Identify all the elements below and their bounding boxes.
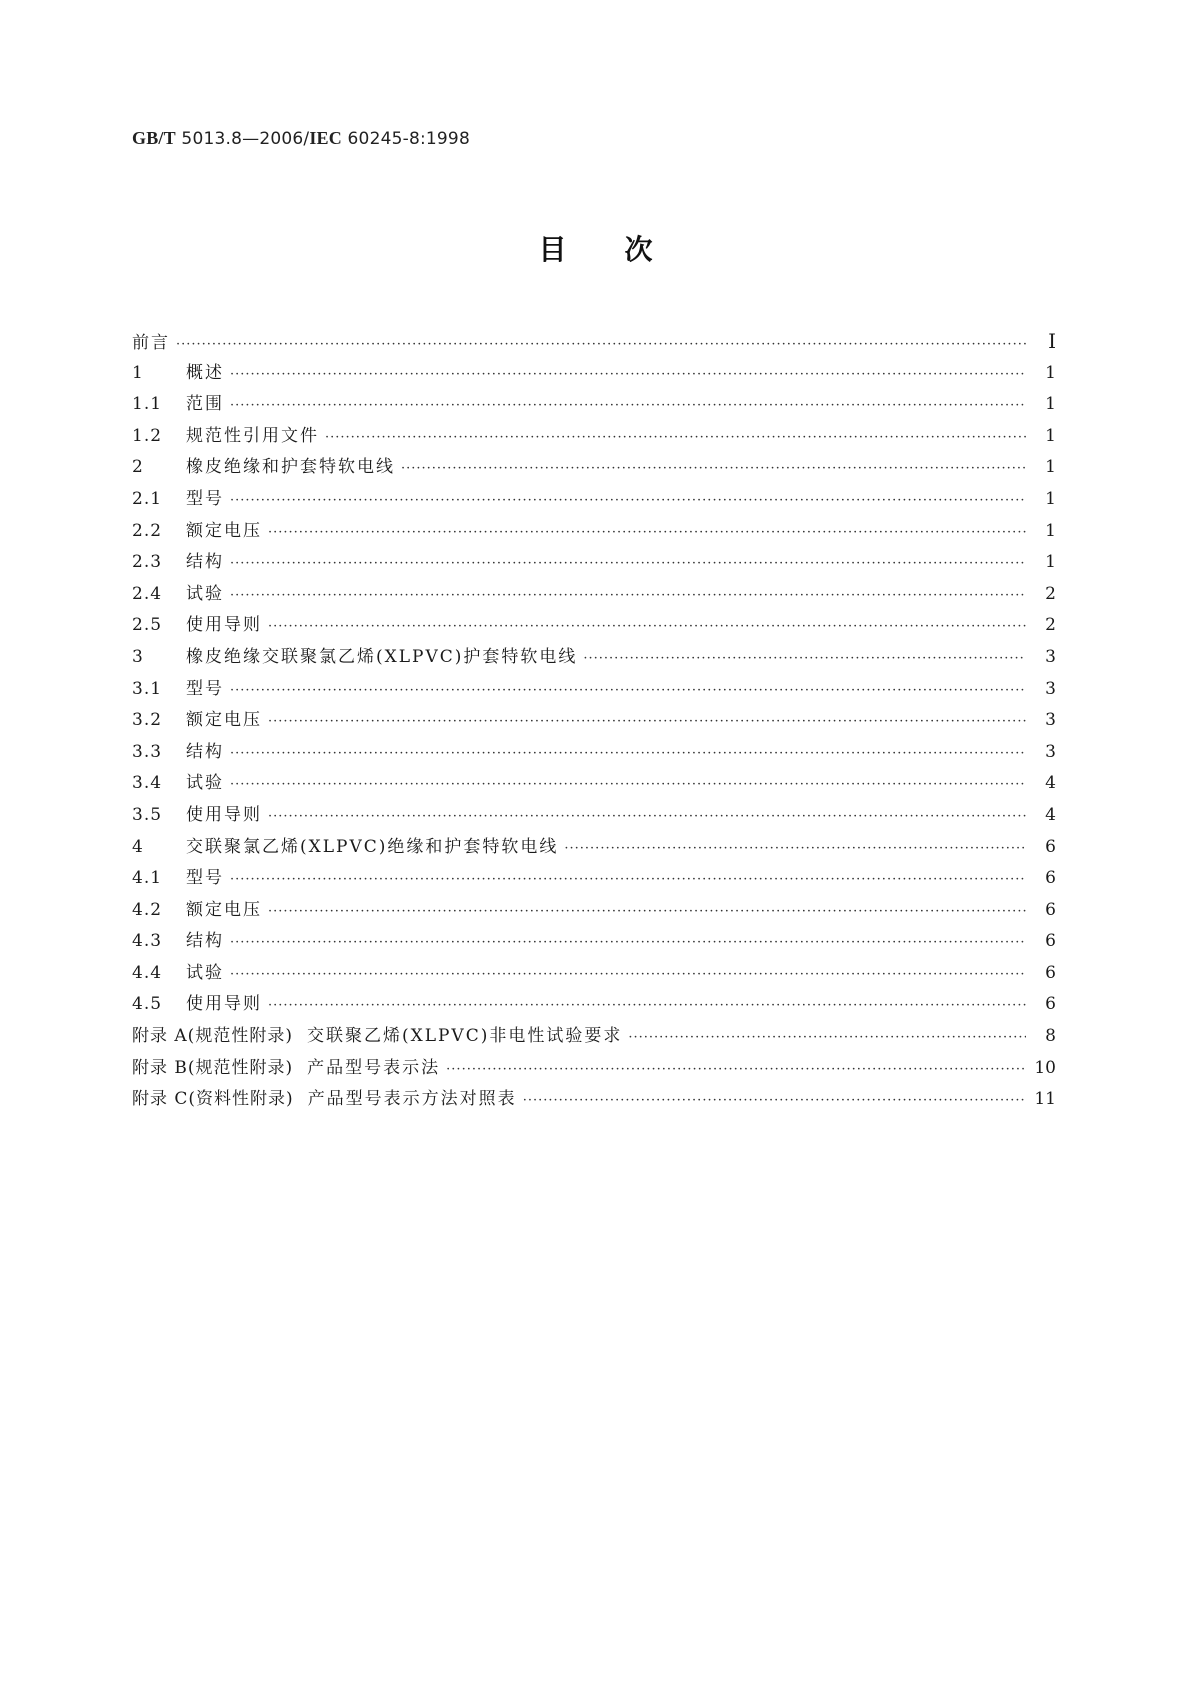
toc-entry-number: 4.1 xyxy=(132,868,163,889)
toc-entry-page: 6 xyxy=(1045,962,1056,983)
toc-dot-leader xyxy=(268,896,1026,928)
toc-entry-page: 3 xyxy=(1045,646,1056,667)
toc-entry[interactable] xyxy=(132,579,1056,611)
toc-entry-page: 6 xyxy=(1045,868,1056,889)
toc-entry-page: 4 xyxy=(1045,773,1056,794)
iec-code: 60245-8:1998 xyxy=(341,129,470,149)
toc-entry-number: 3.3 xyxy=(132,741,163,762)
standard-code: 5013.8—2006/ xyxy=(175,129,310,149)
toc-entry-title: 产品型号表示方法对照表 xyxy=(307,1089,517,1110)
toc-entry-title: 结构 xyxy=(186,931,224,952)
toc-entry[interactable] xyxy=(132,989,1056,1021)
toc-entry-page: 1 xyxy=(1045,362,1056,383)
toc-entry-title: 概述 xyxy=(186,362,224,383)
toc-entry-page: 3 xyxy=(1045,741,1056,762)
toc-entry-title: 使用导则 xyxy=(186,994,262,1015)
toc-dot-leader xyxy=(446,1054,1026,1086)
toc-entry-number: 2 xyxy=(132,457,144,478)
toc-entry-title: 型号 xyxy=(186,678,224,699)
toc-dot-leader xyxy=(268,611,1026,643)
toc-entry-number: 附录 C(资料性附录) xyxy=(132,1089,294,1110)
toc-dot-leader xyxy=(268,801,1026,833)
toc-entry-number: 附录 B(规范性附录) xyxy=(132,1057,294,1078)
toc-entry-page: 6 xyxy=(1045,899,1056,920)
toc-entry-title: 使用导则 xyxy=(186,804,262,825)
toc-entry-number: 2.1 xyxy=(132,488,163,509)
toc-dot-leader xyxy=(230,580,1026,612)
toc-entry-number: 4.2 xyxy=(132,899,163,920)
toc-dot-leader xyxy=(564,833,1026,865)
toc-entry-page: 1 xyxy=(1045,425,1056,446)
toc-entry[interactable] xyxy=(132,926,1056,958)
toc-entry[interactable] xyxy=(132,800,1056,832)
toc-entry-page: 10 xyxy=(1034,1057,1056,1078)
toc-entry[interactable] xyxy=(132,895,1056,927)
toc-dot-leader xyxy=(230,548,1026,580)
toc-entry-number: 1.1 xyxy=(132,394,163,415)
toc-entry-page: 6 xyxy=(1045,994,1056,1015)
toc-entry[interactable] xyxy=(132,610,1056,642)
toc-entry[interactable] xyxy=(132,421,1056,453)
toc-entry-title: 产品型号表示法 xyxy=(307,1057,441,1078)
toc-entry[interactable] xyxy=(132,326,1056,358)
toc-entry[interactable] xyxy=(132,389,1056,421)
toc-entry[interactable] xyxy=(132,547,1056,579)
toc-entry-page: 1 xyxy=(1045,394,1056,415)
toc-entry[interactable] xyxy=(132,1021,1056,1053)
toc-dot-leader xyxy=(268,706,1026,738)
toc-entry-title: 规范性引用文件 xyxy=(186,425,319,446)
toc-entry-number: 4.5 xyxy=(132,994,163,1015)
toc-entry[interactable] xyxy=(132,737,1056,769)
toc-entry-title: 型号 xyxy=(186,868,224,889)
toc-entry-number: 3.4 xyxy=(132,773,163,794)
toc-entry-number: 4 xyxy=(132,836,144,857)
toc-entry[interactable] xyxy=(132,358,1056,390)
toc-dot-leader xyxy=(523,1085,1026,1117)
standard-prefix: GB/T xyxy=(132,128,176,148)
toc-entry-number: 4.3 xyxy=(132,931,163,952)
toc-entry-title: 结构 xyxy=(186,552,224,573)
toc-entry-page: 3 xyxy=(1045,678,1056,699)
toc-entry-title: 橡皮绝缘和护套特软电线 xyxy=(186,457,395,478)
toc-entry-number: 附录 A(规范性附录) xyxy=(132,1026,293,1047)
toc-entry[interactable] xyxy=(132,863,1056,895)
toc-entry-title: 结构 xyxy=(186,741,224,762)
toc-entry-page: 2 xyxy=(1045,615,1056,636)
table-of-contents xyxy=(132,326,1056,1116)
toc-entry-title: 额定电压 xyxy=(186,520,262,541)
toc-entry-title: 交联聚氯乙烯(XLPVC)绝缘和护套特软电线 xyxy=(186,836,559,857)
toc-dot-leader xyxy=(230,485,1026,517)
toc-entry-page: 1 xyxy=(1045,457,1056,478)
toc-dot-leader xyxy=(401,453,1026,485)
toc-entry-page: I xyxy=(1048,329,1056,353)
toc-entry-number: 2.5 xyxy=(132,615,163,636)
toc-dot-leader xyxy=(230,738,1026,770)
toc-dot-leader xyxy=(583,643,1026,675)
toc-entry-title: 额定电压 xyxy=(186,899,262,920)
toc-entry-number: 2.3 xyxy=(132,552,163,573)
toc-entry[interactable] xyxy=(132,674,1056,706)
toc-dot-leader xyxy=(176,329,1026,361)
standard-number xyxy=(132,128,470,149)
toc-entry-title: 前言 xyxy=(132,333,170,353)
page-title: 目次 xyxy=(538,233,711,266)
toc-dot-leader xyxy=(268,990,1026,1022)
toc-dot-leader xyxy=(268,517,1026,549)
toc-entry-page: 1 xyxy=(1045,488,1056,509)
toc-entry[interactable] xyxy=(132,516,1056,548)
toc-entry-title: 交联聚乙烯(XLPVC)非电性试验要求 xyxy=(306,1026,623,1047)
toc-entry[interactable] xyxy=(132,642,1056,674)
toc-entry-number: 2.2 xyxy=(132,520,163,541)
toc-entry-page: 6 xyxy=(1045,836,1056,857)
toc-entry-title: 试验 xyxy=(186,773,224,794)
toc-entry-title: 型号 xyxy=(186,488,224,509)
toc-entry[interactable] xyxy=(132,484,1056,516)
toc-entry-number: 3.5 xyxy=(132,804,163,825)
toc-entry-title: 范围 xyxy=(186,394,224,415)
toc-dot-leader xyxy=(230,959,1026,991)
toc-entry-page: 1 xyxy=(1045,552,1056,573)
toc-entry-number: 2.4 xyxy=(132,583,163,604)
toc-entry-number: 3.2 xyxy=(132,710,163,731)
toc-entry-number: 4.4 xyxy=(132,962,163,983)
toc-dot-leader xyxy=(230,864,1026,896)
toc-entry-title: 试验 xyxy=(186,583,224,604)
toc-entry-title: 额定电压 xyxy=(186,710,262,731)
toc-entry-page: 6 xyxy=(1045,931,1056,952)
toc-dot-leader xyxy=(230,390,1026,422)
toc-entry[interactable] xyxy=(132,1053,1056,1085)
toc-entry-number: 1.2 xyxy=(132,425,163,446)
toc-entry-page: 3 xyxy=(1045,710,1056,731)
toc-entry[interactable] xyxy=(132,768,1056,800)
toc-entry[interactable] xyxy=(132,832,1056,864)
toc-entry-title: 橡皮绝缘交联聚氯乙烯(XLPVC)护套特软电线 xyxy=(186,646,578,667)
toc-entry-page: 11 xyxy=(1034,1089,1056,1110)
toc-dot-leader xyxy=(628,1022,1026,1054)
toc-entry-title: 使用导则 xyxy=(186,615,262,636)
toc-entry-page: 2 xyxy=(1045,583,1056,604)
toc-dot-leader xyxy=(230,675,1026,707)
toc-entry-title: 试验 xyxy=(186,962,224,983)
toc-entry-page: 8 xyxy=(1045,1026,1056,1047)
toc-entry[interactable] xyxy=(132,452,1056,484)
iec-prefix: IEC xyxy=(309,128,342,148)
toc-entry-number: 3 xyxy=(132,646,144,667)
toc-entry-page: 1 xyxy=(1045,520,1056,541)
toc-entry-number: 1 xyxy=(132,362,144,383)
toc-entry[interactable] xyxy=(132,1084,1056,1116)
toc-dot-leader xyxy=(230,927,1026,959)
toc-entry[interactable] xyxy=(132,958,1056,990)
toc-entry-page: 4 xyxy=(1045,804,1056,825)
toc-entry[interactable] xyxy=(132,705,1056,737)
toc-dot-leader xyxy=(230,769,1026,801)
toc-dot-leader xyxy=(230,359,1026,391)
toc-entry-number: 3.1 xyxy=(132,678,163,699)
toc-dot-leader xyxy=(325,422,1026,454)
